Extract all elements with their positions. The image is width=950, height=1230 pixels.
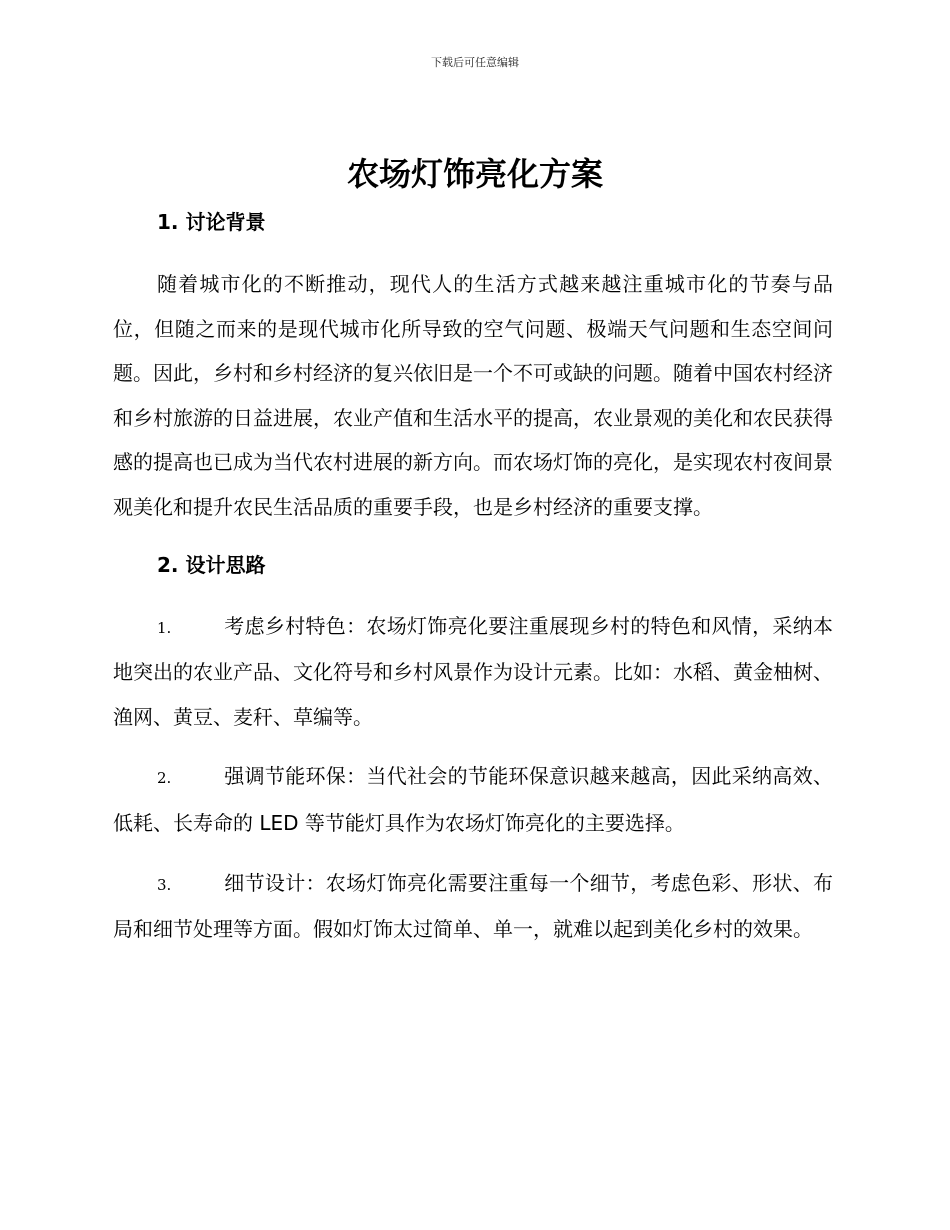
document-title: 农场灯饰亮化方案: [346, 155, 603, 193]
section-heading-design: 2. 设计思路: [157, 552, 266, 577]
list-item: [113, 861, 833, 952]
section-heading-background: 1. 讨论背景: [157, 210, 266, 234]
list-item: [113, 604, 833, 740]
header-note: 下载后可任意编辑: [431, 56, 519, 69]
list-item-number: 1.: [157, 618, 172, 637]
document-body: [113, 205, 833, 952]
list-item-number: 2.: [157, 769, 172, 788]
background-paragraph: 随着城市化的不断推动，现代人的生活方式越来越注重城市化的节奏与品位，但随之而来的是现代城市化所导致的空气问题、极端天气问题和生态空间问题。因此，乡村和乡村经济的复兴依旧是一个不可或缺的问题。随着中国农村经济和乡村旅游的日益进展，农业产值和生活水平的提高，农业景观的美化和农民获得感的提高也已成为当代农村进展的新方向。而农场灯饰的亮化，是实现农村夜间景观美化和提升农民生活品质的重要手段，也是乡村经济的重要支撑。: [113, 272, 833, 519]
list-item-text: 细节设计：农场灯饰亮化需要注重每一个细节，考虑色彩、形状、布局和细节处理等方面。假如灯饰太过简单、单一，就难以起到美化乡村的效果。: [113, 870, 833, 942]
list-item-text: 考虑乡村特色：农场灯饰亮化要注重展现乡村的特色和风情，采纳本地突出的农业产品、文化符号和乡村风景作为设计元素。比如：水稻、黄金柚树、渔网、黄豆、麦秆、草编等。: [113, 613, 833, 729]
list-item: [113, 754, 833, 845]
list-item-number: 3.: [157, 875, 172, 894]
list-item-text: 强调节能环保：当代社会的节能环保意识越来越高，因此采纳高效、低耗、长寿命的 LED 等节能灯具作为农场灯饰亮化的主要选择。: [113, 764, 833, 835]
